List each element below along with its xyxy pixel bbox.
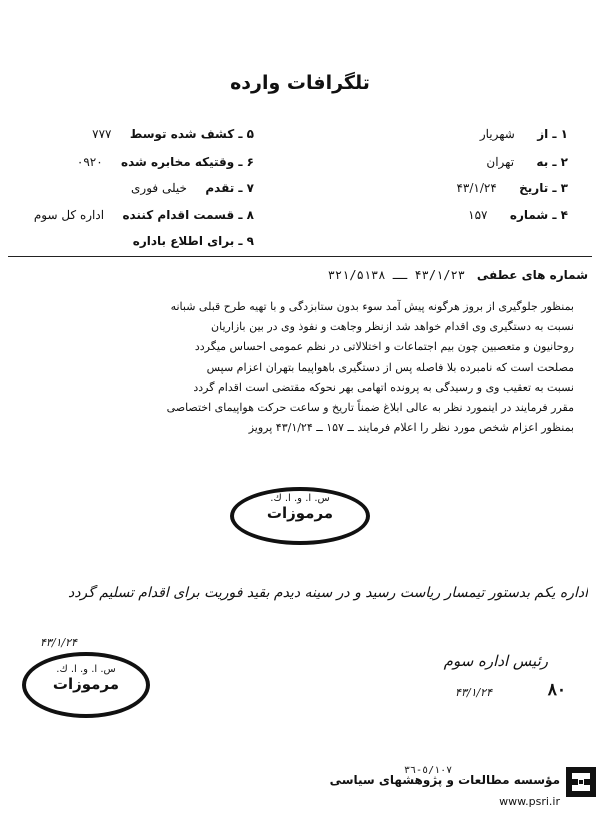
stamp-label: مرموزات (52, 675, 120, 693)
document-title: تلگرافات وارده (230, 72, 370, 94)
field-date-value: ۴۳/۱/۲۴ (456, 181, 497, 195)
handwritten-note: اداره یکم بدستور تیمسار ریاست رسید و در سینه دیدم بقید فوریت برای اقدام تسلیم گردد (67, 585, 588, 601)
field-action-dept-value: اداره کل سوم (33, 208, 105, 222)
reference-numbers (328, 268, 588, 282)
field-number-value: ۱۵۷ (468, 208, 488, 222)
institution-logo (566, 767, 596, 797)
signature-detail: ۴۳/۱/۲۴ (455, 686, 492, 699)
body-line: بمنظور جلوگیری از بروز هرگونه پیش آمد سوء بدون ستابزدگی و با تهیه طرح قبلی شبانه (170, 300, 574, 313)
reference-label: شماره های عطفی (476, 268, 588, 282)
body-line: نسبت به تعقیب وی و رسیدگی به پرونده اتهامی بهر نحوکه مقتضی است اقدام گردد (193, 380, 574, 394)
stamp-org: س. ا. و. ا. ك. (270, 493, 330, 504)
stamp-label: مرموزات (266, 504, 334, 522)
field-priority: ۷ ـ تقدم خیلی فوری (131, 181, 254, 195)
archive-reference: ٥/١٠٧-٣٦ (404, 765, 453, 776)
field-from: ۱ ـ از شهریار (479, 127, 568, 141)
field-to-value: تهران (486, 155, 515, 169)
body-line: مصلحت است که نامبرده بلا فاصله پس از دستگیری باهواپیما بتهران اعزام سپس (206, 360, 574, 374)
stamp-org: س. ا. و. ا. ك. (56, 664, 116, 675)
body-line: روحانیون و متعصبین چون بیم اجتماعات و اختلالاتی در نظم عمومی احساس میگردد (194, 340, 574, 354)
footer-institution: مؤسسه مطالعات و پژوهشهای سیاسی (329, 773, 560, 787)
field-number: ۴ ـ شماره ۱۵۷ (468, 208, 568, 222)
footer-url[interactable]: www.psri.ir (499, 795, 560, 808)
stamp-date: ۴۳/۱/۲۴ (40, 636, 77, 649)
field-decoded-by-value: ۷۷۷ (92, 127, 112, 141)
field-for-info: ۹ ـ برای اطلاع باداره (132, 234, 254, 248)
header-divider (8, 256, 592, 257)
field-transmitted-at-value: ۰۹۲۰ (76, 155, 103, 169)
field-date: ۳ ـ تاریخ ۴۳/۱/۲۴ (456, 181, 568, 195)
field-priority-value: خیلی فوری (131, 181, 187, 195)
signature-number: ۸۰ (547, 680, 566, 700)
body-line: بمنظور اعزام شخص مورد نظر را اعلام فرمایند ــ ۱۵۷ ــ ۴۳/۱/۲۴ پرویز (248, 421, 574, 435)
telegram-body (28, 297, 574, 438)
field-decoded-by: ۵ ـ کشف شده توسط ۷۷۷ (92, 127, 254, 141)
field-action-dept: ۸ ـ قسمت اقدام کننده اداره کل سوم (33, 208, 254, 222)
body-line: نسبت به دستگیری وی اقدام خواهد شد ازنظر وجاهت و نفوذ وی در بین بازاریان (211, 320, 574, 334)
classified-stamp-second (22, 652, 150, 718)
reference-value: ۴۳/۱/۲۳ ــ ۳۲۱/۵۱۳۸ (327, 268, 465, 282)
field-from-value: شهریار (479, 127, 515, 141)
field-to: ۲ ـ به تهران (486, 155, 568, 169)
body-line: مقرر فرمایند در اینمورد نظر به عالی ابلاغ ضمناً تاریخ و ساعت حرکت هواپیمای اختصاصی (166, 401, 574, 415)
classified-stamp (230, 487, 370, 545)
signature: رئیس اداره سوم (443, 652, 548, 670)
field-transmitted-at: ۶ ـ وقتیکه مخابره شده ۰۹۲۰ (76, 155, 254, 169)
logo-icon (566, 767, 596, 797)
